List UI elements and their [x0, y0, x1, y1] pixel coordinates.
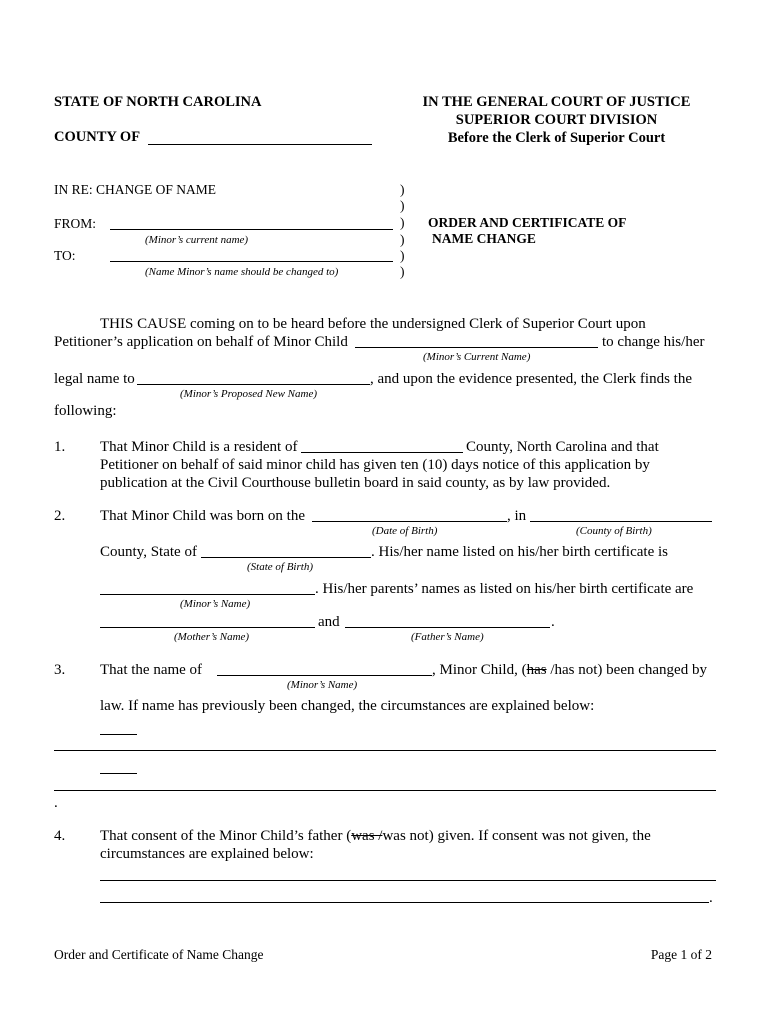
item-2-and: and	[318, 614, 340, 630]
county-residence-blank[interactable]	[301, 452, 463, 453]
caption-paren: )	[400, 232, 405, 247]
consent-explanation-line-1[interactable]	[100, 880, 716, 881]
state-of-birth-caption: (State of Birth)	[247, 561, 313, 573]
caption-paren: )	[400, 198, 405, 213]
in-re-label: IN RE: CHANGE OF NAME	[54, 182, 216, 197]
explanation-line-2[interactable]	[54, 790, 716, 791]
item-4-end-period: .	[709, 890, 713, 906]
item-4-line-1: That consent of the Minor Child’s father (was /was not) given. If consent was not given, the	[100, 828, 651, 844]
consent-explanation-line-2[interactable]	[100, 902, 709, 903]
item-3-line-2: law. If name has previously been changed, the circumstances are explained below:	[100, 698, 595, 714]
state-of-birth-blank[interactable]	[201, 557, 371, 558]
caption-paren: )	[400, 215, 405, 230]
struck-has: has	[526, 662, 547, 678]
caption-paren: )	[400, 182, 405, 197]
current-name-caption: (Minor’s Current Name)	[423, 351, 531, 363]
intro-line-4: following:	[54, 403, 117, 419]
from-label: FROM:	[54, 216, 97, 231]
item-1-number: 1.	[54, 439, 66, 455]
county-of-birth-caption: (County of Birth)	[576, 525, 652, 537]
court-heading-1: IN THE GENERAL COURT OF JUSTICE	[422, 94, 691, 110]
document-title-2: NAME CHANGE	[432, 231, 536, 246]
struck-was: was /	[351, 828, 383, 844]
item-2-line-2-end: . His/her name listed on his/her birth certificate is	[371, 544, 668, 560]
document-title-1: ORDER AND CERTIFICATE OF	[428, 215, 627, 230]
item-3-end-period: .	[54, 795, 58, 811]
county-blank[interactable]	[148, 144, 372, 145]
explanation-short-blank-1[interactable]	[100, 734, 137, 735]
proposed-name-blank[interactable]	[137, 384, 370, 385]
county-of-birth-blank[interactable]	[530, 521, 712, 522]
birth-certificate-name-blank[interactable]	[100, 594, 315, 595]
intro-line-2: Petitioner’s application on behalf of Minor Child	[54, 334, 348, 350]
intro-line-2-end: to change his/her	[602, 334, 705, 350]
county-label: COUNTY OF	[54, 129, 141, 145]
intro-line-3: legal name to	[54, 371, 135, 387]
item-3-minor-name-caption: (Minor’s Name)	[287, 679, 358, 691]
item-2-in: , in	[507, 508, 527, 524]
item-3-line-1-end: , Minor Child, (has /has not) been changed by	[432, 662, 707, 678]
from-caption: (Minor’s current name)	[145, 234, 249, 246]
mother-name-blank[interactable]	[100, 627, 315, 628]
item-2-line-3: . His/her parents’ names as listed on his/her birth certificate are	[315, 581, 694, 597]
page-number: Page 1 of 2	[650, 947, 712, 962]
to-name-blank[interactable]	[110, 261, 393, 262]
intro-line-3-end: , and upon the evidence presented, the Clerk finds the	[370, 371, 692, 387]
father-name-blank[interactable]	[345, 627, 550, 628]
item-2-period: .	[551, 614, 555, 630]
item-2-line-2: County, State of	[100, 544, 197, 560]
item-4-line-2: circumstances are explained below:	[100, 846, 314, 862]
date-of-birth-caption: (Date of Birth)	[372, 525, 438, 537]
item-1-line-2: Petitioner on behalf of said minor child has given ten (10) days notice of this application by	[100, 457, 650, 473]
item-3-minor-name-blank[interactable]	[217, 675, 432, 676]
court-heading-2: SUPERIOR COURT DIVISION	[455, 112, 658, 128]
explanation-short-blank-2[interactable]	[100, 773, 137, 774]
item-3-line-1: That the name of	[100, 662, 203, 678]
footer-title: Order and Certificate of Name Change	[54, 947, 264, 962]
proposed-name-caption: (Minor’s Proposed New Name)	[180, 388, 317, 400]
court-heading-3: Before the Clerk of Superior Court	[447, 130, 666, 146]
caption-paren: )	[400, 248, 405, 263]
item-1-line-3: publication at the Civil Courthouse bulletin board in said county, as by law provided.	[100, 475, 611, 491]
item-2-line-1: That Minor Child was born on the	[100, 508, 305, 524]
to-caption: (Name Minor’s name should be changed to)	[145, 266, 339, 278]
from-name-blank[interactable]	[110, 229, 393, 230]
caption-paren: )	[400, 264, 405, 279]
item-1-line-1: That Minor Child is a resident of	[100, 439, 298, 455]
item-4-number: 4.	[54, 828, 66, 844]
minor-name-caption: (Minor’s Name)	[180, 598, 251, 610]
item-2-number: 2.	[54, 508, 66, 524]
item-3-number: 3.	[54, 662, 66, 678]
explanation-line-1[interactable]	[54, 750, 716, 751]
to-label: TO:	[54, 248, 76, 263]
date-of-birth-blank[interactable]	[312, 521, 507, 522]
mother-name-caption: (Mother’s Name)	[174, 631, 250, 643]
item-1-line-1-end: County, North Carolina and that	[466, 439, 659, 455]
father-name-caption: (Father’s Name)	[411, 631, 484, 643]
current-name-blank[interactable]	[355, 347, 598, 348]
state-heading: STATE OF NORTH CAROLINA	[54, 94, 262, 110]
intro-line-1: THIS CAUSE coming on to be heard before the undersigned Clerk of Superior Court upon	[100, 316, 646, 332]
